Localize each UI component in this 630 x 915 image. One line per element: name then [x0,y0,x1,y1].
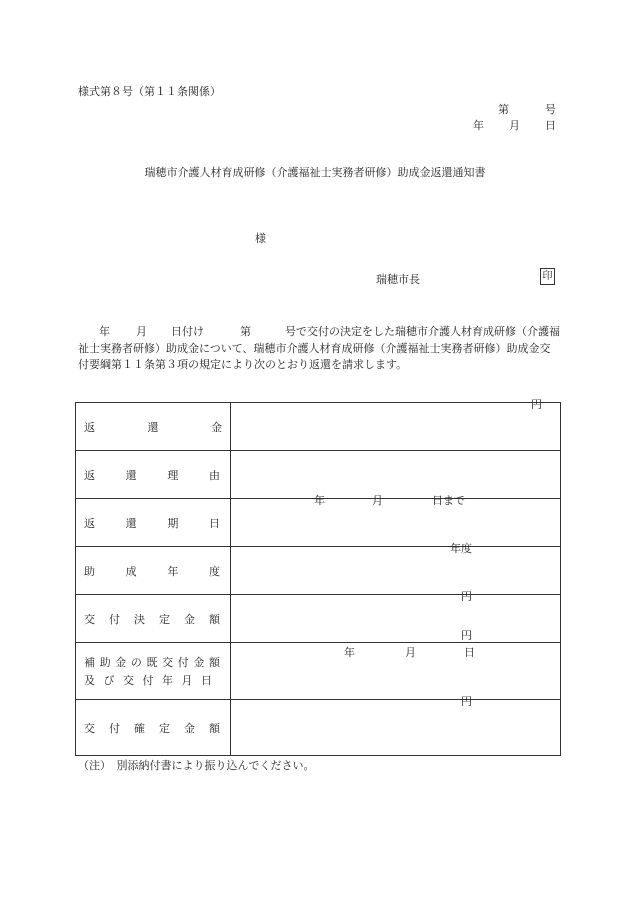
date-month: 月 [509,119,520,132]
body-month: 月 [136,325,147,338]
document-title: 瑞穂市介護人材育成研修（介護福祉士実務者研修）助成金返還通知書 [144,166,486,179]
label-refund-amount: 返 還 金 [76,403,231,451]
body-number-prefix: 第 [240,325,251,338]
table-row [76,547,561,595]
label-grant-fiscal-year: 助 成 年 度 [76,547,231,595]
label-paid-subsidy-amount-and-date: 補 助 金 の 既 交 付 金 額 及 び 交 付 年 月 日 [76,643,231,700]
table-row [76,499,561,547]
label-refund-reason: 返 還 理 由 [76,451,231,499]
form-number: 様式第８号（第１１条関係） [78,85,221,98]
value-refund-due-date: 年 月 日まで [231,499,561,547]
body-text: 号で交付の決定をした瑞穂市介護人材育成研修（介護福祉士実務者研修）助成金について、瑞穂市介護人材育成研修（介護福祉士実務者研修）助成金交付要綱第１１条第３項の規定により次のとおり返還を請求します。 [78,325,560,371]
value-grant-fiscal-year: 年度 [231,547,561,595]
value-grant-decision-amount: 円 [231,595,561,643]
footnote: （注） 別添納付書により振り込んでください。 [78,759,315,772]
sender-name: 瑞穂市長 [376,273,420,286]
doc-number-prefix: 第 [498,103,509,116]
body-year: 年 [99,325,110,338]
value-grant-final-amount: 円 [231,700,561,756]
label-grant-final-amount: 交 付 確 定 金 額 [76,700,231,756]
issue-date-line [473,117,556,133]
value-refund-reason [231,451,561,499]
doc-number-suffix: 号 [545,103,556,116]
addressee-suffix: 様 [255,232,266,245]
value-refund-amount: 円 [231,403,561,451]
seal-mark: 印 [540,268,555,285]
table-row [76,403,561,451]
refund-details-table [75,398,561,756]
body-paragraph [78,324,560,374]
date-day: 日 [545,119,556,132]
value-paid-subsidy-amount-and-date: 円 年 月 日 [231,643,561,700]
body-day: 日付け [171,325,204,338]
label-refund-due-date: 返 還 期 日 [76,499,231,547]
label-grant-decision-amount: 交 付 決 定 金 額 [76,595,231,643]
document-number-line [498,101,556,117]
table-row [76,700,561,756]
date-year: 年 [473,119,484,132]
table-row [76,643,561,700]
table-row [76,595,561,643]
